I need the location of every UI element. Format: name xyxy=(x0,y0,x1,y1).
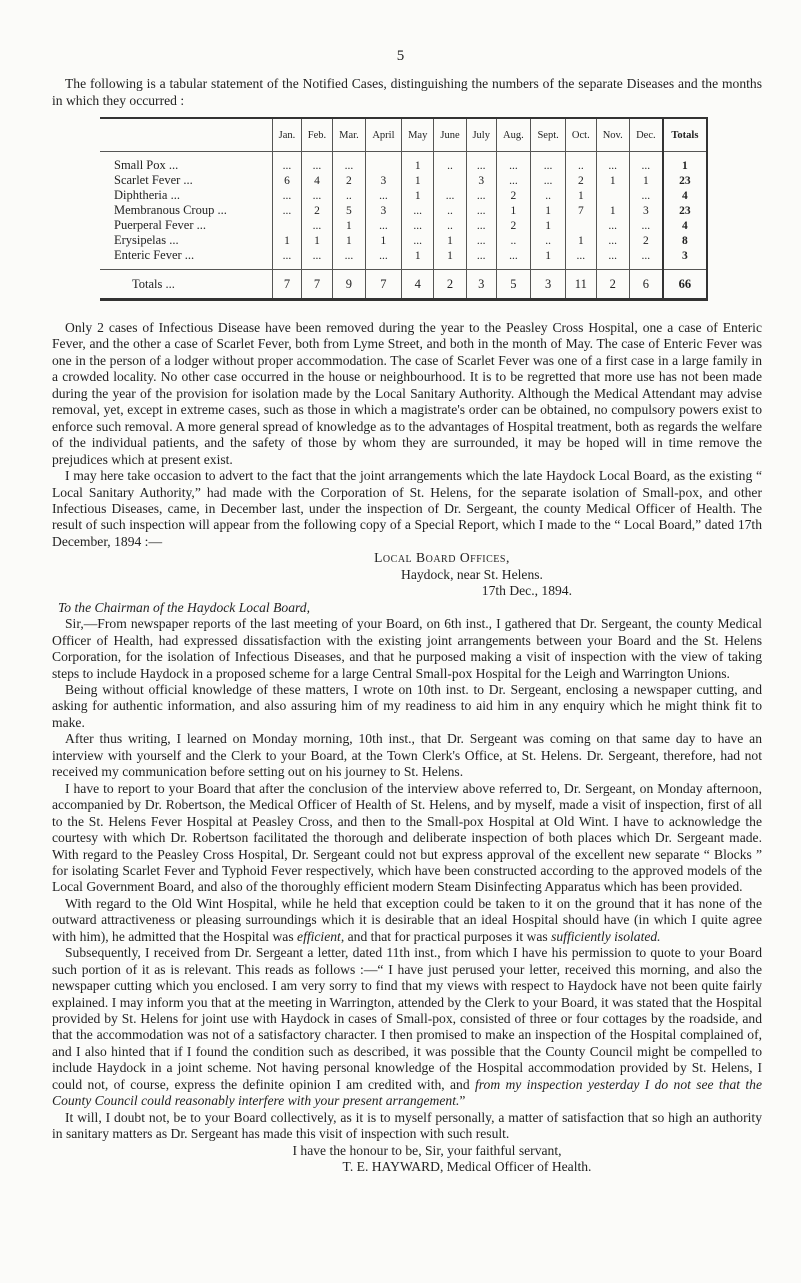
grand-total: 66 xyxy=(663,270,707,300)
total-cell: 11 xyxy=(566,270,596,300)
header-totals: Totals xyxy=(663,118,707,152)
header-apr: April xyxy=(365,118,401,152)
table-cell: .. xyxy=(333,188,366,203)
table-cell: 1 xyxy=(333,233,366,248)
table-cell: 2 xyxy=(333,173,366,188)
table-cell: ... xyxy=(402,233,434,248)
table-cell: .. xyxy=(434,218,466,233)
table-row xyxy=(100,233,707,248)
total-cell: 3 xyxy=(466,270,496,300)
row-label: Membranous Croup ... xyxy=(114,203,227,217)
row-label: Erysipelas ... xyxy=(114,233,179,247)
table-cell: 1 xyxy=(333,218,366,233)
row-label: Scarlet Fever ... xyxy=(114,173,193,187)
table-cell: 3 xyxy=(466,173,496,188)
table-cell: ... xyxy=(365,248,401,270)
table-cell: .. xyxy=(531,188,566,203)
totals-row xyxy=(100,270,707,300)
table-cell: ... xyxy=(333,248,366,270)
table-cell: 2 xyxy=(629,233,662,248)
header-jul: July xyxy=(466,118,496,152)
table-cell: .. xyxy=(566,152,596,174)
table-cell: ... xyxy=(273,248,302,270)
intro-paragraph xyxy=(52,75,762,109)
total-cell: 7 xyxy=(273,270,302,300)
paragraph-removals: Only 2 cases of Infectious Disease have been removed during the year to the Peasley Cross Hospital, one a case of Enteric Fever, and the other a case of Scarlet Fever, both from Lyme Street, and both in the month of May. The case of Enteric Fever was one in the person of a lodger without proper accommodation. The case of Scarlet Fever was one of a first case in a large family in a crowded locality. No other case occurred in the house or neighbourhood. It is to be regretted that more use has not been made during the year of the provision for isolation made by the Local Sanitary Authority. Although the Medical Attendant may advise removal, yet, except in extreme cases, such as those in which a magistrate's order can be obtained, no compulsory powers exist to enforce such removal. A more general spread of knowledge as to the advantages of Hospital treatment, both as regards the welfare of the individual patients, and the safety of those by whom they are surrounded, it may be hoped will in time remove the prejudices which at present exist. xyxy=(52,320,762,467)
table-cell: ... xyxy=(531,173,566,188)
total-cell: 6 xyxy=(629,270,662,300)
table-cell: 1 xyxy=(434,248,466,270)
table-cell xyxy=(596,188,629,203)
table-cell: 1 xyxy=(531,203,566,218)
table-cell: ... xyxy=(466,188,496,203)
table-cell: 7 xyxy=(566,203,596,218)
table-cell: 1 xyxy=(402,188,434,203)
table-row xyxy=(100,152,707,174)
row-total: 4 xyxy=(663,188,707,203)
table-row xyxy=(100,218,707,233)
table-cell: 3 xyxy=(365,203,401,218)
table-cell: .. xyxy=(496,233,530,248)
emphasis-inspection-quote: from my inspection yesterday I do not see that the County Council could reasonably interfere with your present arrangement. xyxy=(52,1076,763,1109)
emphasis-sufficiently-isolated: sufficiently isolated. xyxy=(551,928,661,944)
table-cell: 1 xyxy=(496,203,530,218)
table-cell: 3 xyxy=(629,203,662,218)
table-cell: 1 xyxy=(434,233,466,248)
row-total: 8 xyxy=(663,233,707,248)
total-cell: 4 xyxy=(402,270,434,300)
paragraph-old-wint xyxy=(52,896,762,945)
table-cell: .. xyxy=(434,203,466,218)
table-cell: 1 xyxy=(365,233,401,248)
header-jun: June xyxy=(434,118,466,152)
closing-quote: ” xyxy=(459,1093,466,1109)
row-label: Puerperal Fever ... xyxy=(114,218,206,232)
header-nov: Nov. xyxy=(596,118,629,152)
paragraph-satisfaction: It will, I doubt not, be to your Board collectively, as it is to myself personally, a matter of satisfaction that so high an authority in sanitary matters as Dr. Sergeant has made this visit of inspection with such result. xyxy=(52,1109,762,1142)
table-cell: ... xyxy=(531,152,566,174)
letter-date: 17th Dec., 1894. xyxy=(481,583,572,599)
header-mar: Mar. xyxy=(333,118,366,152)
table-header-row xyxy=(100,118,707,152)
old-wint-text-b: , and that for practical purposes it was xyxy=(340,928,552,944)
emphasis-efficient: efficient xyxy=(297,928,341,944)
table-row xyxy=(100,173,707,188)
table-cell: 1 xyxy=(531,218,566,233)
letter-closing: I have the honour to be, Sir, your faithful servant, xyxy=(292,1142,562,1158)
table-cell: ... xyxy=(596,218,629,233)
intro-text: The following is a tabular statement of the Notified Cases, distinguishing the numbers of the separate Diseases and the months in which they occurred : xyxy=(52,76,762,108)
table-cell: 1 xyxy=(402,152,434,174)
table-cell: 1 xyxy=(566,188,596,203)
total-cell: 2 xyxy=(596,270,629,300)
table-cell: ... xyxy=(301,218,332,233)
table-cell: 1 xyxy=(301,233,332,248)
letter-address-line-2: Haydock, near St. Helens. xyxy=(401,566,543,582)
paragraph-joint-arrangements: I may here take occasion to advert to the fact that the joint arrangements which the late Haydock Local Board, as the existing “ Local Sanitary Authority,” had made with the Corporation of St. Helens, for the separate isolation of Small-pox, and other Infectious Diseases, came, in December last, under the inspection of Dr. Sergeant, the county Medical Officer of Health. The result of such inspection will appear from the following copy of a Special Report, which I made to the “ Local Board,” dated 17th December, 1894 :— xyxy=(52,468,762,549)
table-cell: ... xyxy=(402,218,434,233)
paragraph-interview: After thus writing, I learned on Monday morning, 10th inst., that Dr. Sergeant was coming on that same day to have an interview with yourself and the Clerk to your Board, at the Town Clerk's Office, at St. Helens. Dr. Sergeant, therefore, had not received my communication before setting out on his journey to St. Helens. xyxy=(52,731,762,780)
table-cell xyxy=(434,173,466,188)
table-cell: 2 xyxy=(301,203,332,218)
table-cell: ... xyxy=(466,218,496,233)
table-cell: ... xyxy=(466,248,496,270)
table-cell: ... xyxy=(629,218,662,233)
table-cell: ... xyxy=(466,203,496,218)
table-cell: 1 xyxy=(273,233,302,248)
row-label: Enteric Fever ... xyxy=(114,248,195,262)
paragraph-sergeant-letter xyxy=(52,945,762,1110)
table-cell: .. xyxy=(531,233,566,248)
table-cell: ... xyxy=(496,152,530,174)
header-feb: Feb. xyxy=(301,118,332,152)
table-cell: ... xyxy=(629,152,662,174)
totals-label: Totals ... xyxy=(100,270,273,300)
total-cell: 7 xyxy=(301,270,332,300)
table-cell: ... xyxy=(333,152,366,174)
table-cell: ... xyxy=(596,248,629,270)
table-cell: ... xyxy=(365,218,401,233)
row-total: 23 xyxy=(663,173,707,188)
letter-signature: T. E. HAYWARD, Medical Officer of Health. xyxy=(342,1159,592,1175)
table-cell: ... xyxy=(273,188,302,203)
table-cell: 2 xyxy=(566,173,596,188)
table-row xyxy=(100,188,707,203)
table-cell: ... xyxy=(496,248,530,270)
table-cell: 1 xyxy=(629,173,662,188)
notified-cases-table xyxy=(100,117,708,301)
table-cell: ... xyxy=(301,152,332,174)
table-cell: .. xyxy=(434,152,466,174)
row-total: 1 xyxy=(663,152,707,174)
total-cell: 2 xyxy=(434,270,466,300)
sergeant-letter-text: Subsequently, I received from Dr. Sergeant a letter, dated 11th inst., from which I have his permission to quote to your Board such portion of it as is relevant. This reads as follows :—“ I have just perused your letter, received this morning, and also the newspaper cutting which you enclosed. I am very sorry to find that my views with respect to Haydock have not been quite fairly explained. I may inform you that at the meeting in Warrington, attended by the Clerk to your Board, it was stated that the Hospital provided by St. Helens for joint use with Haydock in cases of Small-pox, consisted of three or four cottages by the roadside, and that the accommodation was not of a satisfactory character. I then promised to make an inspection of the Hospital complained of, and I also hinted that if I found the condition such as described, it was possible that the County Council might be compelled to include Haydock in a joint scheme. Not having personal knowledge of the Hospital accommodation provided by St. Helens, I could not, of course, express the definite opinion I am credited with, and xyxy=(52,945,762,1092)
table-cell: ... xyxy=(596,233,629,248)
table-cell: 1 xyxy=(596,173,629,188)
table-cell: ... xyxy=(466,233,496,248)
total-cell: 9 xyxy=(333,270,366,300)
table-cell: ... xyxy=(566,248,596,270)
header-dec: Dec. xyxy=(629,118,662,152)
paragraph-wrote-to-sergeant: Being without official knowledge of these matters, I wrote on 10th inst. to Dr. Sergeant, enclosing a newspaper cutting, and asking for authentic information, and also assuring him of my readiness to aid him in any enquiry which he might think fit to make. xyxy=(52,681,762,730)
table-cell: 1 xyxy=(402,173,434,188)
report-body xyxy=(52,320,762,1176)
table-cell: ... xyxy=(434,188,466,203)
table-cell: ... xyxy=(273,203,302,218)
table-row xyxy=(100,203,707,218)
table-cell xyxy=(365,152,401,174)
table-cell: 5 xyxy=(333,203,366,218)
row-total: 23 xyxy=(663,203,707,218)
table-cell: ... xyxy=(301,248,332,270)
row-total: 3 xyxy=(663,248,707,270)
table-cell: 1 xyxy=(596,203,629,218)
header-oct: Oct. xyxy=(566,118,596,152)
table-cell: 2 xyxy=(496,218,530,233)
table-cell: ... xyxy=(466,152,496,174)
letter-salutation: To the Chairman of the Haydock Local Board, xyxy=(58,599,310,615)
table-cell: 1 xyxy=(402,248,434,270)
table-cell: 3 xyxy=(365,173,401,188)
table-cell: ... xyxy=(496,173,530,188)
total-cell: 3 xyxy=(531,270,566,300)
table-cell: ... xyxy=(629,248,662,270)
paragraph-newspaper-reports: Sir,—From newspaper reports of the last meeting of your Board, on 6th inst., I gathered that Dr. Sergeant, the county Medical Officer of Health, had expressed dissatisfaction with the existing joint arrangements between your Board and the St. Helens Corporation, for the isolation of Infectious Diseases, and that he purposed making a visit of inspection with the view of taking steps to include Haydock in a proposed scheme for a large Central Small-pox Hospital for the Leigh and Warrington Unions. xyxy=(52,616,762,681)
table-cell: ... xyxy=(301,188,332,203)
header-aug: Aug. xyxy=(496,118,530,152)
total-cell: 7 xyxy=(365,270,401,300)
table-cell: ... xyxy=(402,203,434,218)
row-label: Diphtheria ... xyxy=(114,188,180,202)
table-cell xyxy=(566,218,596,233)
table-cell: ... xyxy=(273,152,302,174)
table-cell: 1 xyxy=(531,248,566,270)
header-jan: Jan. xyxy=(273,118,302,152)
row-label: Small Pox ... xyxy=(114,158,179,172)
paragraph-inspection: I have to report to your Board that after the conclusion of the interview above referred to, Dr. Sergeant, on Monday afternoon, accompanied by Dr. Robertson, the Medical Officer of Health of St. Helens, and by myself, made a visit of inspection, first of all to the St. Helens Fever Hospital at Peasley Cross, and then to the Small-pox Hospital at Old Wint. I have to acknowledge the courtesy with which Dr. Robertson facilitated the thorough and deliberate inspection of both places which Dr. Sergeant made. With regard to the Peasley Cross Hospital, Dr. Sergeant could not but express approval of the excellent new separate “ Blocks ” for isolating Scarlet Fever and Typhoid Fever respectively, which have been constructed according to the approved models of the Local Government Board, and also of the thoroughly efficient modern Steam Disinfecting Apparatus which has been provided. xyxy=(52,780,762,895)
old-wint-text-a: With regard to the Old Wint Hospital, while he held that exception could be taken to it on the ground that it has none of the outward attractiveness or pleasing surroundings which it is desirable that an ideal Hospital should have (in which I quite agree with him), he admitted that the Hospital was xyxy=(52,895,762,944)
header-blank xyxy=(100,118,273,152)
table-cell: 2 xyxy=(496,188,530,203)
table-row xyxy=(100,248,707,270)
letter-address-line-1: Local Board Offices, xyxy=(374,550,510,566)
table-cell: ... xyxy=(629,188,662,203)
page-number: 5 xyxy=(396,48,405,64)
header-sep: Sept. xyxy=(531,118,566,152)
table-cell: 6 xyxy=(273,173,302,188)
table-cell: ... xyxy=(365,188,401,203)
row-total: 4 xyxy=(663,218,707,233)
table-cell xyxy=(273,218,302,233)
table-cell: 4 xyxy=(301,173,332,188)
header-may: May xyxy=(402,118,434,152)
table-cell: ... xyxy=(596,152,629,174)
table-cell: 1 xyxy=(566,233,596,248)
total-cell: 5 xyxy=(496,270,530,300)
